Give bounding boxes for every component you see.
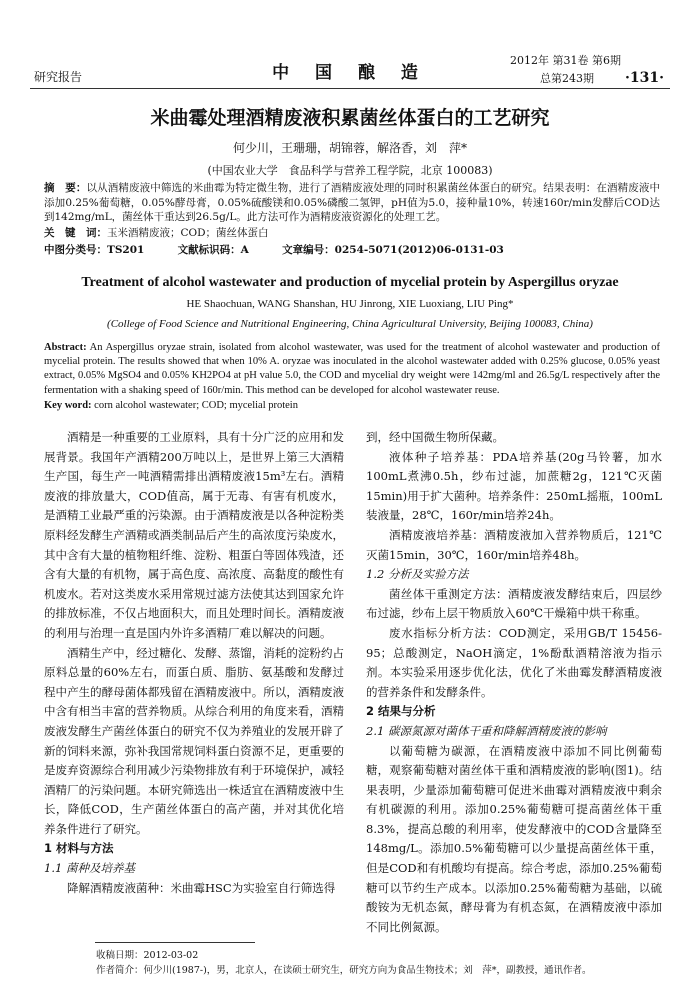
body-column-right: [366, 428, 662, 937]
keywords-chinese: [44, 226, 660, 241]
paragraph: 菌丝体干重测定方法：酒精废液发酵结束后，四层纱布过滤，纱布上层干物质放入60℃干燥箱中烘干称重。: [366, 586, 662, 621]
paragraph: 降解酒精废液菌种：米曲霉HSC为实验室自行筛选得: [67, 880, 336, 895]
title-english: Treatment of alcohol wastewater and production of mycelial protein by Aspergillus oryzae: [81, 275, 619, 290]
affiliation-chinese: (中国农业大学 食品科学与营养工程学院，北京 100083): [207, 164, 493, 177]
keywords-en-text: corn alcohol wastewater; COD; mycelial protein: [91, 400, 298, 411]
abstract-chinese: [44, 181, 660, 225]
section-heading: 2 结果与分析: [366, 704, 436, 719]
journal-name: 中 国 酿 造: [272, 63, 428, 83]
paragraph: 废水指标分析方法：COD测定，采用GB/T 15456-95；总酸测定，NaOH滴定，1%酚酞酒精溶液为指示剂。本实验采用逐步优化法，优化了米曲霉发酵酒精废液的营养条件和发酵条件。: [366, 625, 662, 699]
paragraph: 酒精是一种重要的工业原料，具有十分广泛的应用和发展背景。我国年产酒精200万吨以上，是世界上第三大酒精生产国，每生产一吨酒精需排出酒精废液15m³左右。酒精废液的排放量大，COD值高，属于无毒、有害有机废水，是酒精工业最严重的污染源。由于酒精废液是以各种淀粉类原料经发酵生产酒精或酒类制品后产生的高浓度污染废水，其中含有大量的植物粗纤维、淀粉、粗蛋白等固体残渣，还含有大量的有机物，属于高色度、高浓度、高黏度的酸性有机废水。若对这类废水采用常规过滤方法使其达到国家允许的排放标准，不仅占地面积大，而且处理时间长。酒精废液的利用与治理一直是国内外许多酒精厂难以解决的问题。: [44, 430, 344, 640]
footnote-author-info: 作者简介：何少川(1987-)，男，北京人，在读硕士研究生，研究方向为食品生物技术；刘 萍*，副教授，通讯作者。: [96, 965, 592, 976]
abstract-english: [44, 341, 660, 398]
affiliation-english: (College of Food Science and Nutritional Engineering, China Agricultural University, Beijing 100083, China): [107, 318, 593, 330]
abstract-text: 以从酒精废液中筛选的米曲霉为特定微生物，进行了酒精废液处理的同时积累菌丝体蛋白的研究。结果表明：在酒精废液中添加0.25%葡萄糖，0.05%酵母膏，0.05%硫酸镁和0.05%磷酸二氢钾，pH值为5.0，接种量10%，转速160r/min发酵后COD达到142mg/mL，菌丝体干重达到26.5g/L。此方法可作为酒精废液资源化的处理工艺。: [44, 182, 661, 223]
paragraph: 液体种子培养基：PDA培养基(20g马铃薯，加水100mL煮沸0.5h，纱布过滤，加蔗糖2g，121℃灭菌15min)用于扩大菌种。培养条件：250mL摇瓶，100mL装液量，28℃，160r/min培养24h。: [366, 449, 662, 523]
paragraph: 酒精废液培养基：酒精废液加入营养物质后，121℃灭菌15min，30℃，160r/min培养48h。: [366, 527, 662, 562]
keywords-label: 关 键 词：: [44, 227, 107, 239]
subsection-heading: 1.2 分析及实验方法: [366, 567, 469, 582]
document-code: 文献标识码：A: [177, 244, 249, 256]
subsection-heading: 1.1 菌种及培养基: [44, 861, 135, 876]
footnote-received: 收稿日期：2012-03-02: [96, 950, 199, 961]
issue-info: 2012年 第31卷 第6期: [510, 54, 621, 67]
section-heading: 1 材料与方法: [44, 841, 114, 856]
paragraph: 到，经中国微生物所保藏。: [366, 430, 504, 444]
total-issue: 总第243期: [540, 72, 594, 85]
article-number: 文章编号：0254-5071(2012)06-0131-03: [282, 244, 504, 256]
body-column-left: [44, 428, 344, 898]
title-chinese: 米曲霉处理酒精废液积累菌丝体蛋白的工艺研究: [150, 107, 550, 129]
page-number: ·131·: [625, 70, 664, 86]
abstract-en-label: Abstract:: [44, 342, 87, 353]
footnote-divider: [95, 942, 255, 943]
header-divider: [30, 88, 670, 89]
keywords-en-label: Key word:: [44, 400, 92, 411]
authors-chinese: 何少川，王珊珊，胡锦蓉，解洛香，刘 萍*: [232, 141, 467, 155]
paragraph: 以葡萄糖为碳源，在酒精废液中添加不同比例葡萄糖，观察葡萄糖对菌丝体干重和酒精废液的影响(图1)。结果表明，少量添加葡萄糖可促进米曲霉对酒精废液中剩余有机碳源的利用。添加0.25%葡萄糖可提高菌丝体干重8.3%，提高总酸的利用率，使发酵液中的COD含量降至148mg/L。添加0.5%葡萄糖可以少量提高菌丝体干重，但是COD和有机酸均有提高。综合考虑，添加0.25%葡萄糖可以节约生产成本。以添加0.25%葡萄糖为基础，以硫酸铵为无机态氮，酵母膏为有机态氮，在酒精废液中添加不同比例氮源。: [366, 743, 662, 934]
section-label: 研究报告: [34, 70, 83, 84]
abstract-label: 摘 要：: [44, 182, 87, 194]
keywords-text: 玉米酒精废液；COD；菌丝体蛋白: [107, 227, 269, 239]
keywords-english: [44, 400, 660, 411]
abstract-en-text: An Aspergillus oryzae strain, isolated from alcohol wastewater, was used for the treatment of alcohol wastewater and production of mycelial protein. The results showed that when 10% A. oryzae was inoculated in the alcohol wastewater added with 0.25% glucose, 0.05% yeast extract, 0.05% MgSO4 and 0.05% KH2PO4 at pH value 5.0, the COD and mycelial dry weight were 142mg/ml and 26.5g/L respectively after the fermentation with a shaking speed of 160r/min. This method can be developed for alcohol wastewater reuse.: [44, 342, 660, 396]
clc-number: 中图分类号：TS201: [44, 244, 145, 256]
classification-line: [44, 243, 660, 258]
authors-english: HE Shaochuan, WANG Shanshan, HU Jinrong, XIE Luoxiang, LIU Ping*: [186, 298, 514, 310]
subsection-heading: 2.1 碳源氮源对菌体干重和降解酒精废液的影响: [366, 723, 607, 738]
paragraph: 酒精生产中，经过糖化、发酵、蒸馏，消耗的淀粉约占原料总量的60%左右，而蛋白质、脂肪、氨基酸和发酵过程中产生的酵母菌体都残留在酒精废液中。所以，酒精废液中含有相当丰富的营养物质。从综合利用的角度来看，酒精废液发酵生产菌丝体蛋白的研究不仅为养殖业的发展开辟了新的饲料来源，弥补我国常规饲料蛋白资源不足，更重要的是废弃资源综合利用减少污染物排放有利于环境保护，减轻酒精厂的污染问题。本研究筛选出一株适宜在酒精废液中生长，降低COD，生产菌丝体蛋白的高产菌，并对其优化培养条件进行了研究。: [44, 645, 344, 836]
